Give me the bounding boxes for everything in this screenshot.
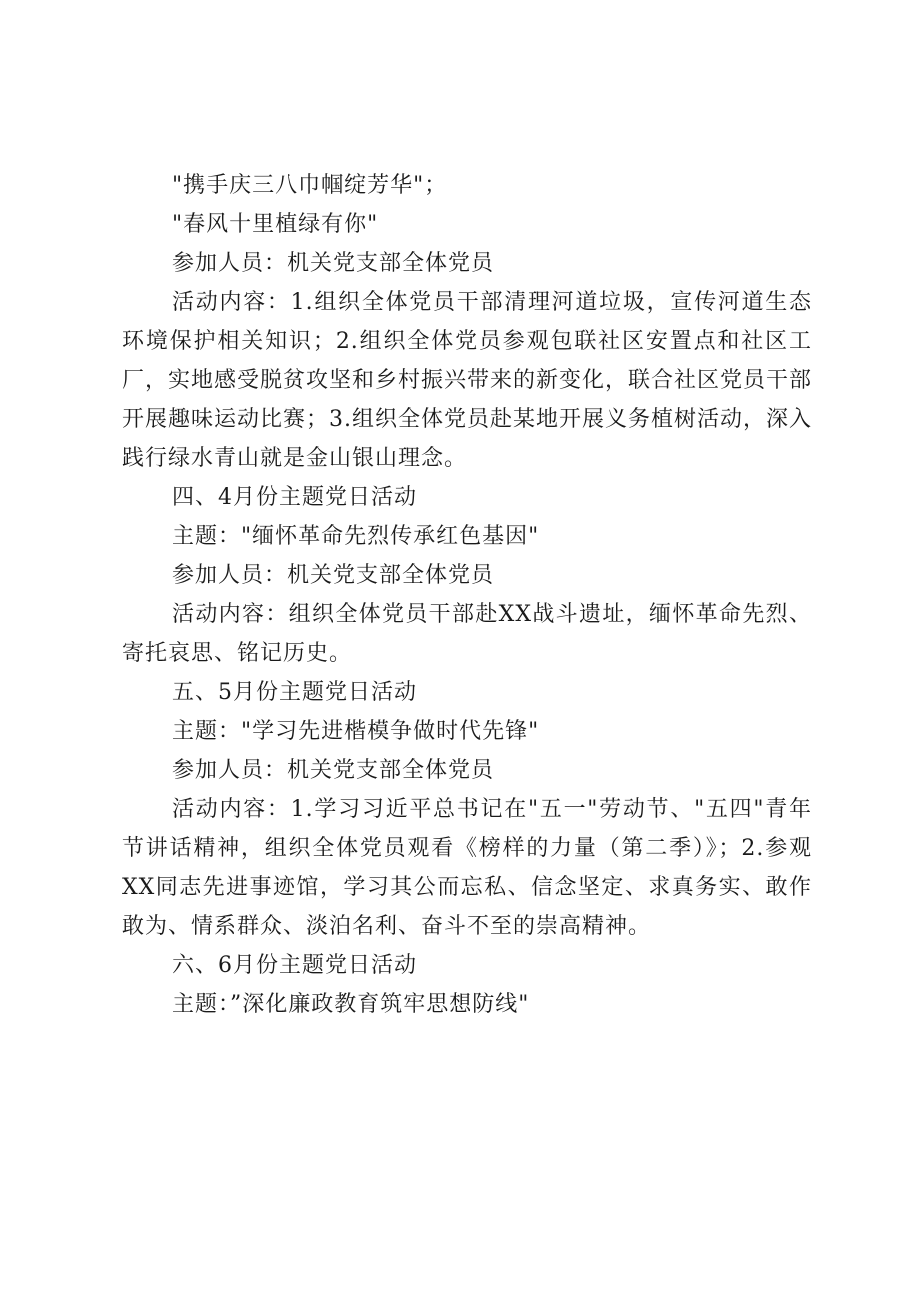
quote-line-spring: "春风十里植绿有你" (172, 212, 379, 237)
theme-june: 主题：”深化廉政教育筑牢思想防线" (172, 992, 530, 1017)
participants-march: 参加人员：机关党支部全体党员 (172, 251, 495, 276)
activity-content-march: 活动内容：1.组织全体党员干部清理河道垃圾，宣传河道生态环境保护相关知识；2.组织全体党员参观包联社区安置点和社区工厂，实地感受脱贫攻坚和乡村振兴带来的新变化，联合社区党员干部开展趣味运动比赛；3.组织全体党员赴某地开展义务植树活动，深入践行绿水青山就是金山银山理念。 (122, 290, 813, 471)
theme-april: 主题："缅怀革命先烈传承红色基因" (172, 524, 540, 549)
quote-line-march: "携手庆三八巾帼绽芳华"； (172, 173, 448, 198)
activity-content-may: 活动内容：1.学习习近平总书记在"五一"劳动节、"五四"青年节讲话精神，组织全体党员观看《榜样的力量（第二季）》；2.参观XX同志先进事迹馆，学习其公而忘私、信念坚定、求真务实、敢作敢为、情系群众、淡泊名利、奋斗不至的崇高精神。 (122, 797, 812, 939)
activity-content-april: 活动内容：组织全体党员干部赴XX战斗遗址，缅怀革命先烈、寄托哀思、铭记历史。 (122, 602, 812, 666)
section-heading-may: 五、5月份主题党日活动 (172, 680, 417, 705)
document-body (122, 166, 812, 1024)
theme-may: 主题："学习先进楷模争做时代先锋" (172, 719, 540, 744)
section-heading-april: 四、4月份主题党日活动 (172, 485, 417, 510)
section-heading-june: 六、6月份主题党日活动 (172, 953, 417, 978)
participants-april: 参加人员：机关党支部全体党员 (172, 563, 495, 588)
participants-may: 参加人员：机关党支部全体党员 (172, 758, 495, 783)
